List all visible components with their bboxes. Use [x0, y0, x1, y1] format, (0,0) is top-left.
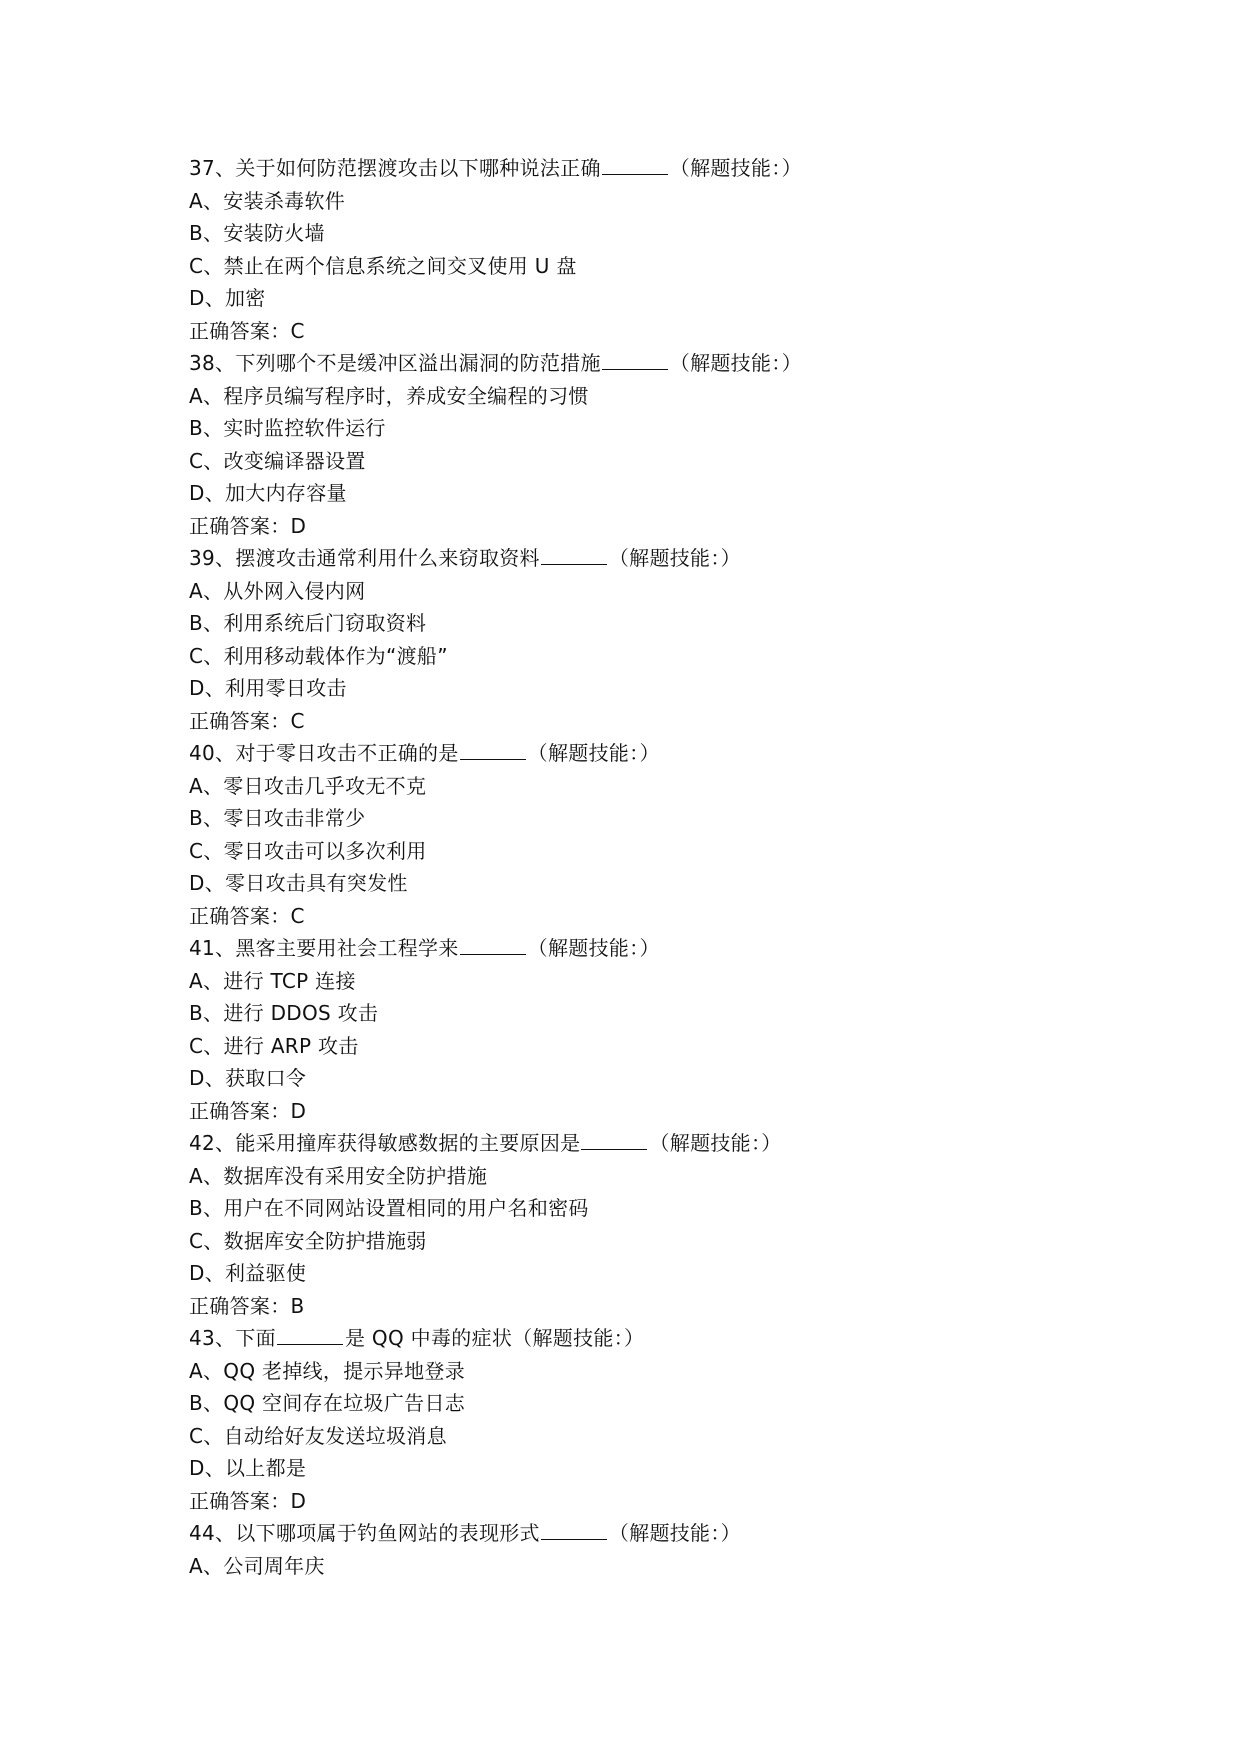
- question-hint: （解题技能：）: [527, 741, 660, 765]
- option-c: C、利用移动载体作为“渡船”: [189, 643, 448, 668]
- question-text: 对于零日攻击不正确的是: [235, 741, 459, 765]
- option-a: A、QQ 老掉线，提示异地登录: [189, 1358, 466, 1383]
- correct-answer: 正确答案：D: [189, 1098, 307, 1123]
- question-number: 39、: [189, 546, 236, 570]
- option-c: C、自动给好友发送垃圾消息: [189, 1423, 447, 1448]
- question-number: 38、: [189, 351, 236, 375]
- answer-blank: [581, 1131, 647, 1150]
- option-d: D、以上都是: [189, 1456, 307, 1480]
- correct-answer: 正确答案：D: [189, 513, 307, 538]
- question-text: 下面: [235, 1326, 276, 1350]
- correct-answer: 正确答案：C: [189, 708, 305, 733]
- question-number: 44、: [189, 1521, 236, 1545]
- question-text: 摆渡攻击通常利用什么来窃取资料: [235, 546, 540, 570]
- option-d: D、零日攻击具有突发性: [189, 871, 408, 895]
- option-d: D、加密: [189, 286, 266, 310]
- question-number: 40、: [189, 741, 236, 765]
- question-title: [189, 932, 1129, 965]
- question-hint: （解题技能：）: [527, 936, 660, 960]
- answer-blank: [460, 936, 526, 955]
- option-b: B、零日攻击非常少: [189, 806, 366, 830]
- question-title: [189, 737, 1129, 770]
- question-title: [189, 1517, 1129, 1550]
- option-b: B、安装防火墙: [189, 221, 325, 245]
- option-b: B、QQ 空间存在垃圾广告日志: [189, 1391, 466, 1415]
- option-a: A、程序员编写程序时，养成安全编程的习惯: [189, 383, 589, 408]
- correct-answer: 正确答案：B: [189, 1293, 305, 1318]
- option-c: C、改变编译器设置: [189, 448, 366, 473]
- option-c: C、进行 ARP 攻击: [189, 1033, 359, 1058]
- option-b: B、进行 DDOS 攻击: [189, 1001, 379, 1025]
- option-a: A、数据库没有采用安全防护措施: [189, 1163, 488, 1188]
- option-d: D、获取口令: [189, 1066, 307, 1090]
- answer-blank: [277, 1326, 343, 1345]
- question-text: 下列哪个不是缓冲区溢出漏洞的防范措施: [235, 351, 601, 375]
- question-number: 42、: [189, 1131, 236, 1155]
- option-a: A、从外网入侵内网: [189, 578, 366, 603]
- question-list: [189, 152, 1129, 1582]
- question-title: [189, 1127, 1129, 1160]
- option-b: B、实时监控软件运行: [189, 416, 386, 440]
- option-a: A、进行 TCP 连接: [189, 968, 356, 993]
- question-text: 黑客主要用社会工程学来: [235, 936, 459, 960]
- answer-blank: [602, 351, 668, 370]
- question-number: 37、: [189, 156, 236, 180]
- question-hint: （解题技能：）: [669, 156, 802, 180]
- option-b: B、利用系统后门窃取资料: [189, 611, 427, 635]
- option-d: D、利用零日攻击: [189, 676, 347, 700]
- correct-answer: 正确答案：C: [189, 903, 305, 928]
- answer-blank: [602, 156, 668, 175]
- question-title: [189, 152, 1129, 185]
- option-c: C、禁止在两个信息系统之间交叉使用 U 盘: [189, 253, 577, 278]
- answer-blank: [460, 741, 526, 760]
- option-a: A、公司周年庆: [189, 1553, 325, 1578]
- option-d: D、加大内存容量: [189, 481, 347, 505]
- question-hint: 是 QQ 中毒的症状（解题技能：）: [344, 1326, 645, 1350]
- option-b: B、用户在不同网站设置相同的用户名和密码: [189, 1196, 589, 1220]
- correct-answer: 正确答案：D: [189, 1488, 307, 1513]
- option-c: C、数据库安全防护措施弱: [189, 1228, 427, 1253]
- question-title: [189, 542, 1129, 575]
- question-title: [189, 1322, 1129, 1355]
- option-a: A、安装杀毒软件: [189, 188, 346, 213]
- question-title: [189, 347, 1129, 380]
- question-text: 以下哪项属于钓鱼网站的表现形式: [235, 1521, 540, 1545]
- option-c: C、零日攻击可以多次利用: [189, 838, 427, 863]
- question-text: 关于如何防范摆渡攻击以下哪种说法正确: [235, 156, 601, 180]
- question-text: 能采用撞库获得敏感数据的主要原因是: [235, 1131, 581, 1155]
- question-hint: （解题技能：）: [608, 1521, 741, 1545]
- answer-blank: [541, 1521, 607, 1540]
- question-hint: （解题技能：）: [608, 546, 741, 570]
- question-hint: （解题技能：）: [649, 1131, 782, 1155]
- answer-blank: [541, 546, 607, 565]
- question-hint: （解题技能：）: [669, 351, 802, 375]
- option-a: A、零日攻击几乎攻无不克: [189, 773, 427, 798]
- question-number: 43、: [189, 1326, 236, 1350]
- option-d: D、利益驱使: [189, 1261, 307, 1285]
- correct-answer: 正确答案：C: [189, 318, 305, 343]
- question-number: 41、: [189, 936, 236, 960]
